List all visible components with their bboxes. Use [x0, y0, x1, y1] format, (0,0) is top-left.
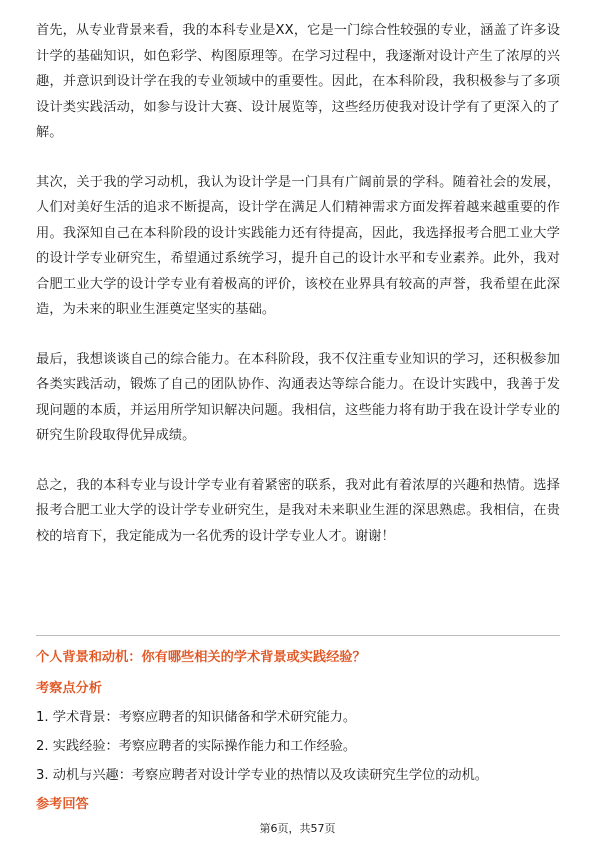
body-paragraph: 最后，我想谈谈自己的综合能力。在本科阶段，我不仅注重专业知识的学习，还积极参加各类实践活动，锻炼了自己的团队协作、沟通表达等综合能力。在设计实践中，我善于发现问题的本质，并运用所学知识解决问题。我相信，这些能力将有助于我在设计学专业的研究生阶段取得优异成绩。: [36, 351, 560, 443]
list-item: 1. 学术背景：考察应聘者的知识储备和学术研究能力。: [36, 710, 357, 725]
body-paragraph: 其次，关于我的学习动机，我认为设计学是一门具有广阔前景的学科。随着社会的发展，人们对美好生活的追求不断提高，设计学在满足人们精神需求方面发挥着越来越重要的作用。我深知自己在本科阶段的设计实践能力还有待提高，因此，我选择报考合肥工业大学的设计学专业研究生，希望通过系统学习，提升自己的设计水平和专业素养。此外，我对合肥工业大学的设计学专业有着极高的评价，该校在业界具有较高的声誉，我希望在此深造，为未来的职业生涯奠定坚实的基础。: [36, 174, 560, 317]
body-paragraph: 首先，从专业背景来看，我的本科专业是XX，它是一门综合性较强的专业，涵盖了许多设计学的基础知识，如色彩学、构图原理等。在学习过程中，我逐渐对设计产生了浓厚的兴趣，并意识到设计学在我的专业领域中的重要性。因此，在本科阶段，我积极参与了多项设计类实践活动，如参与设计大赛、设计展览等，这些经历使我对设计学有了更深入的了解。: [36, 23, 560, 140]
list-item: 3. 动机与兴趣：考察应聘者对设计学专业的热情以及攻读研究生学位的动机。: [36, 768, 488, 783]
reference-answer-heading: 参考回答: [36, 797, 89, 812]
analysis-list: [36, 703, 488, 790]
question-heading: 个人背景和动机：你有哪些相关的学术背景或实践经验？: [36, 650, 366, 665]
answer-body: [36, 18, 560, 549]
list-item: 2. 实践经验：考察应聘者的实际操作能力和工作经验。: [36, 739, 357, 754]
analysis-heading: 考察点分析: [36, 681, 102, 696]
page-number: 第6页，共57页: [259, 822, 336, 835]
body-paragraph: 总之，我的本科专业与设计学专业有着紧密的联系，我对此有着浓厚的兴趣和热情。选择报考合肥工业大学的设计学专业研究生，是我对未来职业生涯的深思熟虑。我相信，在贵校的培育下，我定能成为一名优秀的设计学专业人才。谢谢！: [36, 477, 560, 544]
section-divider: [36, 635, 560, 636]
